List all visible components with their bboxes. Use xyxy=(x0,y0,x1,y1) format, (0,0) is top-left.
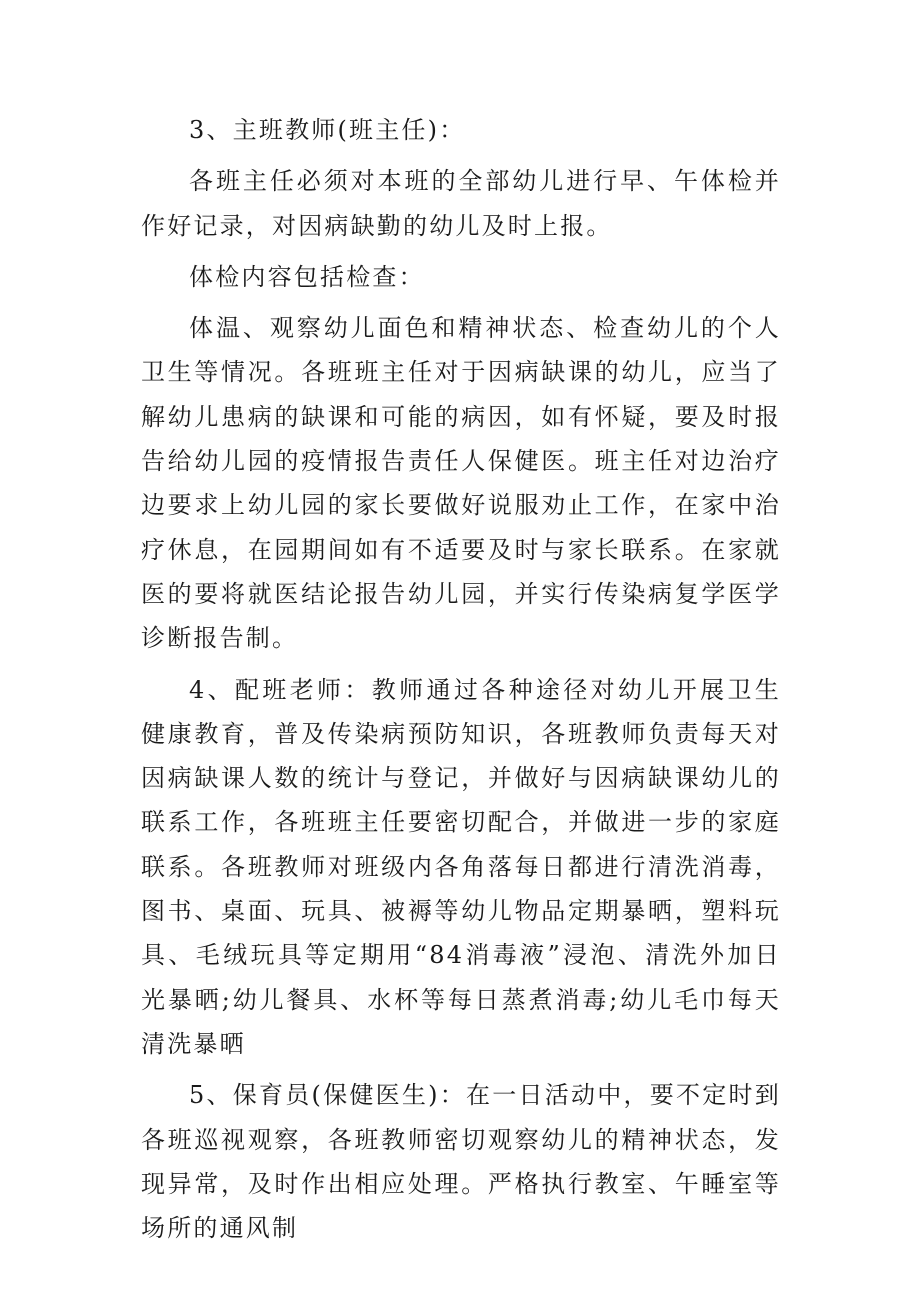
paragraph-caregiver: 5、保育员(保健医生)：在一日活动中，要不定时到各班巡视观察，各班教师密切观察幼儿的精神状态，发现异常，及时作出相应处理。严格执行教室、午睡室等场所的通风制 xyxy=(141,1081,781,1243)
paragraph-checkup-content: 体温、观察幼儿面色和精神状态、检查幼儿的个人卫生等情况。各班班主任对于因病缺课的幼儿，应当了解幼儿患病的缺课和可能的病因，如有怀疑，要及时报告给幼儿园的疫情报告责任人保健医。班主任对边治疗边要求上幼儿园的家长要做好说服劝止工作，在家中治疗休息，在园期间如有不适要及时与家长联系。在家就医的要将就医结论报告幼儿园，并实行传染病复学医学诊断报告制。 xyxy=(141,314,781,653)
document-body xyxy=(141,108,781,1250)
paragraph-head-teacher-heading: 3、主班教师(班主任)： xyxy=(189,116,466,144)
paragraph-assistant-teacher: 4、配班老师：教师通过各种途径对幼儿开展卫生健康教育，普及传染病预防知识，各班教师负责每天对因病缺课人数的统计与登记，并做好与因病缺课幼儿的联系工作，各班班主任要密切配合，并做进一步的家庭联系。各班教师对班级内各角落每日都进行清洗消毒，图书、桌面、玩具、被褥等幼儿物品定期暴晒，塑料玩具、毛绒玩具等定期用“84消毒液”浸泡、清洗外加日光暴晒;幼儿餐具、水杯等每日蒸煮消毒;幼儿毛巾每天清洗暴晒 xyxy=(141,675,781,1058)
paragraph-head-teacher-duty: 各班主任必须对本班的全部幼儿进行早、午体检并作好记录，对因病缺勤的幼儿及时上报。 xyxy=(141,167,781,240)
paragraph-checkup-heading: 体检内容包括检查： xyxy=(189,262,425,291)
